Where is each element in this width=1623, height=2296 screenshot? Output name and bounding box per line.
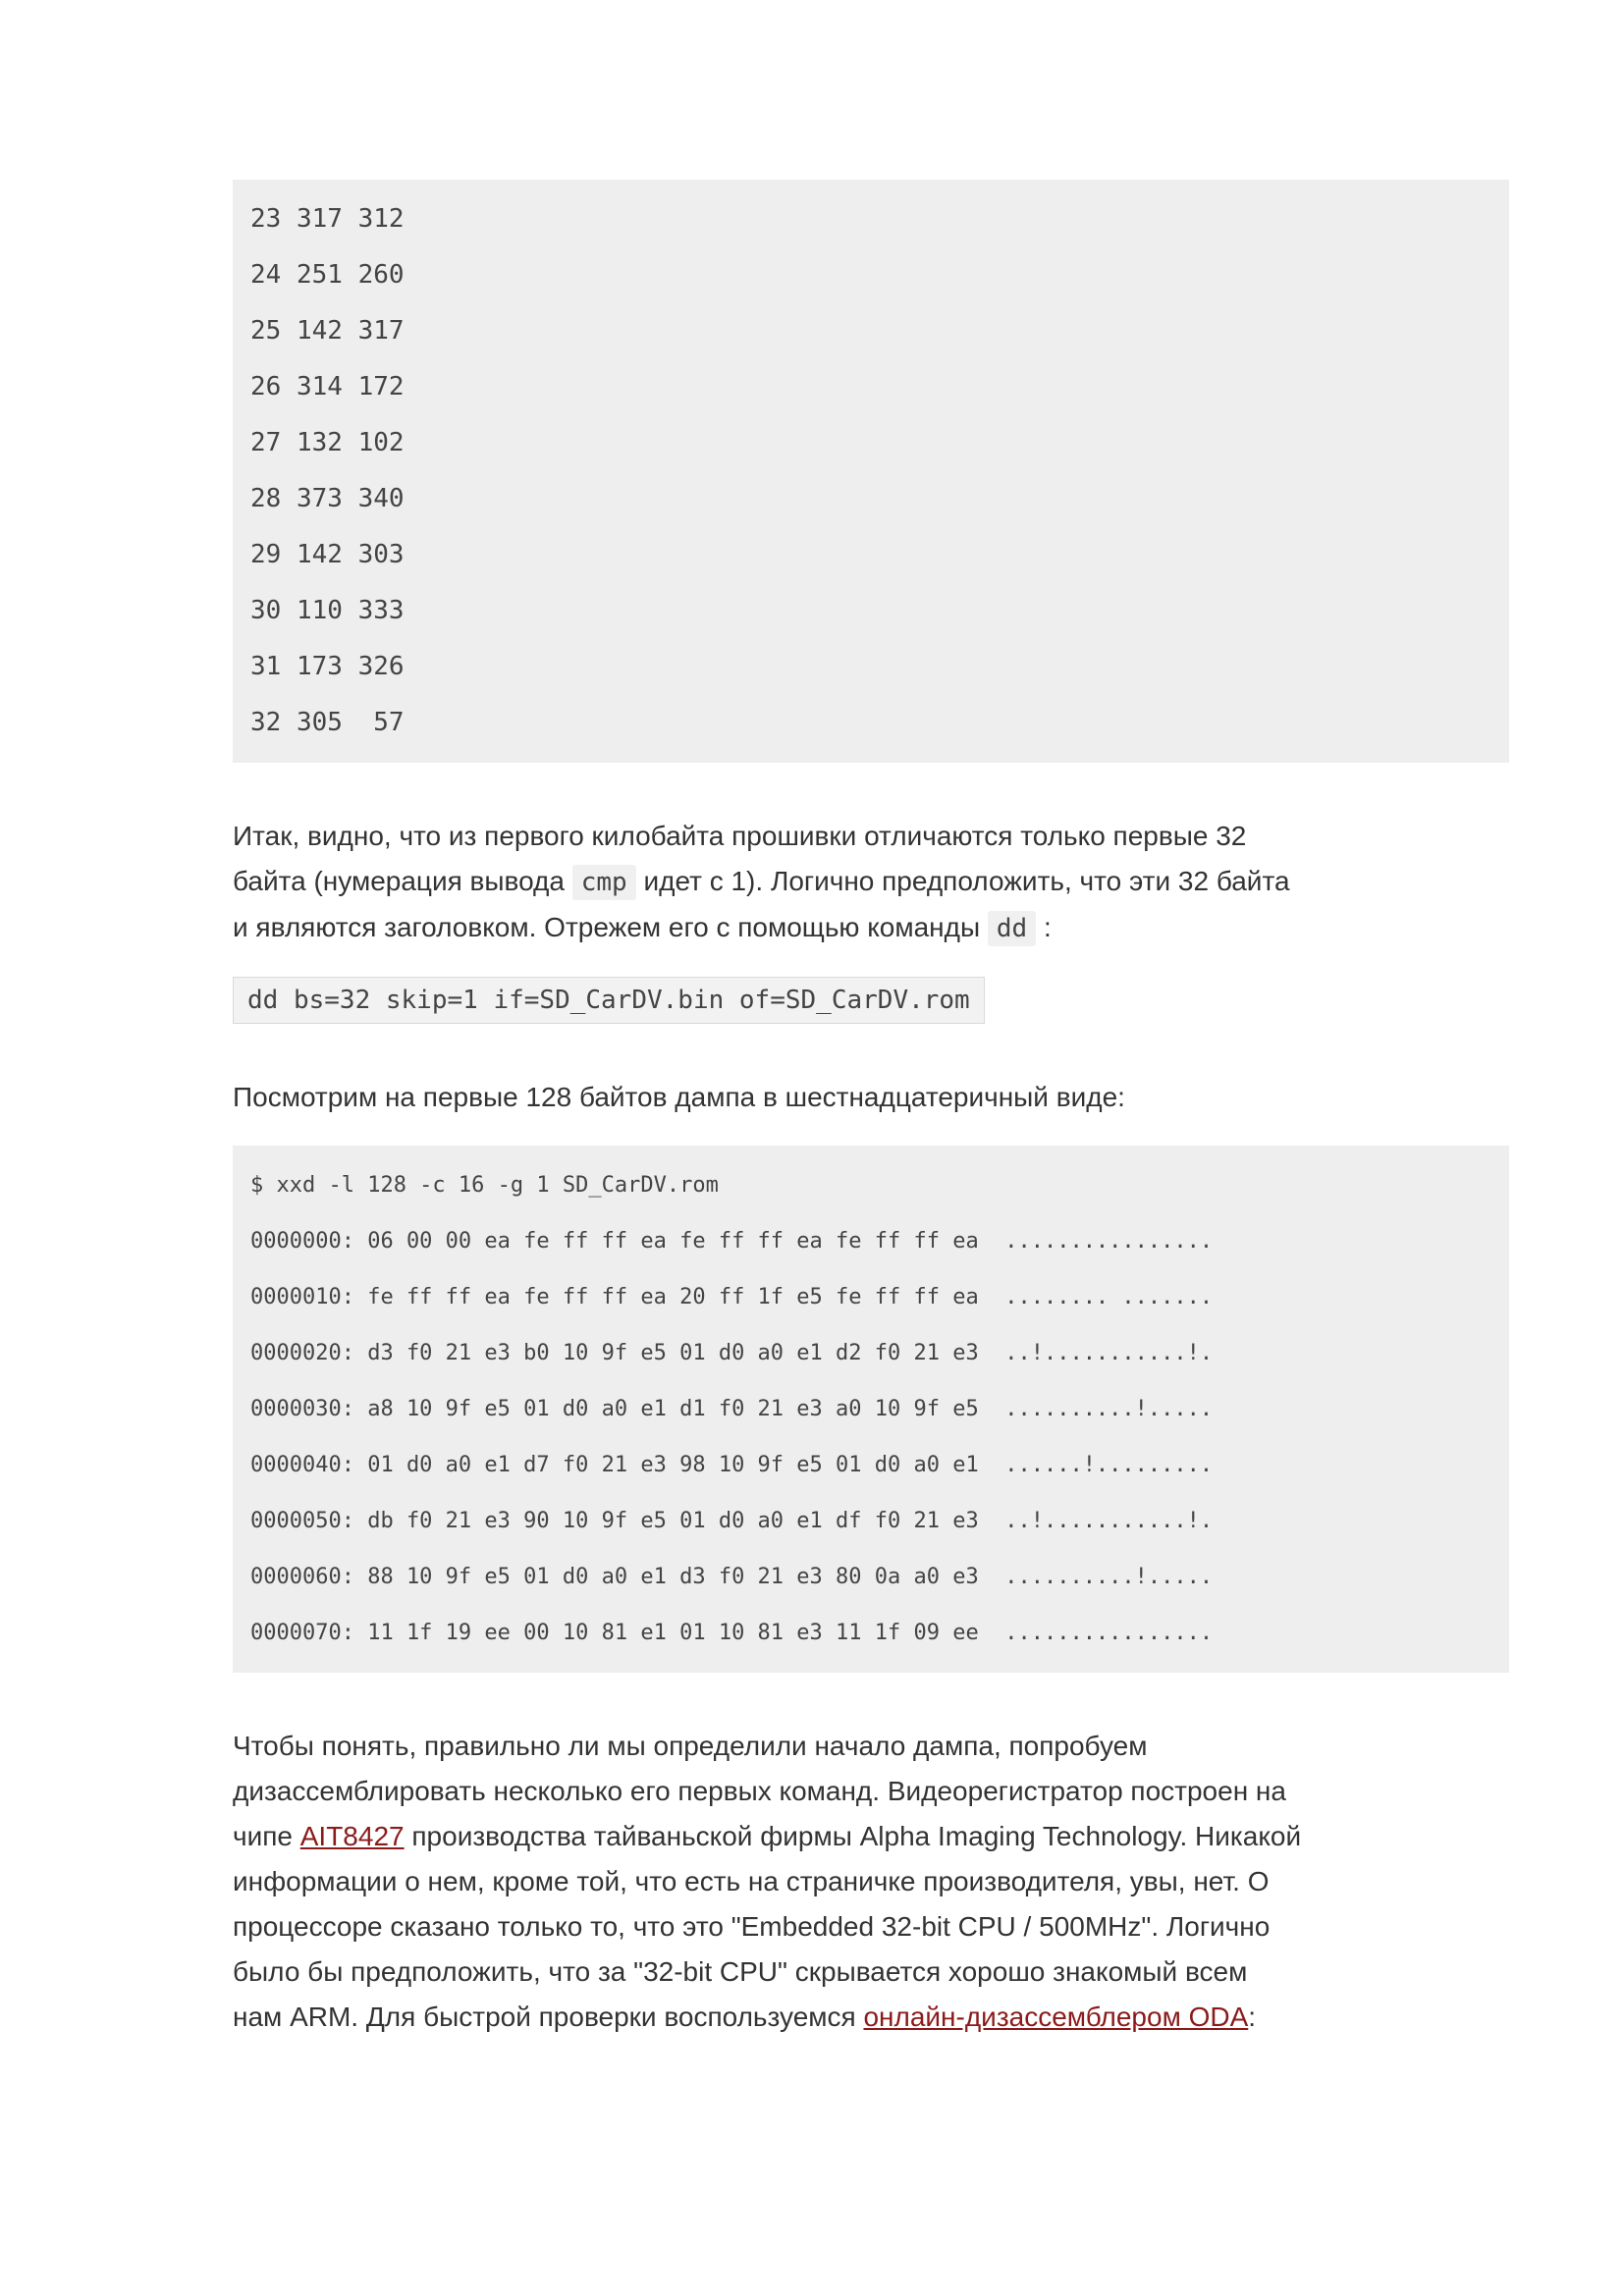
code-line: 32 305 57	[250, 708, 405, 737]
code-line: 30 110 333	[250, 596, 405, 625]
text-line	[233, 1814, 1509, 1859]
code-line: $ xxd -l 128 -c 16 -g 1 SD_CarDV.rom	[250, 1173, 719, 1198]
paragraph-disassembly	[233, 1724, 1509, 2040]
text-segment: Чтобы понять, правильно ли мы определили начало дампа, попробуем	[233, 1731, 1148, 1761]
text-segment: байта (нумерация вывода	[233, 866, 572, 896]
text-line	[233, 859, 1509, 905]
text-segment: идет с 1). Логично предположить, что эти 32 байта	[635, 866, 1290, 896]
article-content	[233, 180, 1509, 2040]
code-line: 0000020: d3 f0 21 e3 b0 10 9f e5 01 d0 a0 e1 d2 f0 21 e3 ..!...........!.	[250, 1341, 1214, 1365]
text-segment: процессоре сказано только то, что это "Embedded 32-bit CPU / 500MHz". Логично	[233, 1911, 1271, 1942]
code-line: 26 314 172	[250, 372, 405, 401]
paragraph-hex-intro	[233, 1075, 1509, 1120]
hyperlink[interactable]: AIT8427	[299, 1821, 405, 1851]
paragraph-header-explanation	[233, 814, 1509, 951]
dd-command-box: dd bs=32 skip=1 if=SD_CarDV.bin of=SD_CarDV.rom	[233, 977, 985, 1024]
code-line: 0000000: 06 00 00 ea fe ff ff ea fe ff ff ea fe ff ff ea ................	[250, 1229, 1214, 1254]
code-line: 0000050: db f0 21 e3 90 10 9f e5 01 d0 a0 e1 df f0 21 e3 ..!...........!.	[250, 1509, 1214, 1533]
text-line	[233, 1769, 1509, 1814]
text-segment: дизассемблировать несколько его первых команд. Видеорегистратор построен на	[233, 1776, 1286, 1806]
code-line: 29 142 303	[250, 540, 405, 569]
code-line: 0000010: fe ff ff ea fe ff ff ea 20 ff 1f e5 fe ff ff ea ........ .......	[250, 1285, 1214, 1309]
text-segment: :	[1248, 2002, 1257, 2032]
text-line	[233, 1949, 1509, 1995]
text-segment: нам ARM. Для быстрой проверки воспользуемся	[233, 2002, 864, 2032]
code-line: 27 132 102	[250, 428, 405, 457]
text-segment: :	[1036, 912, 1052, 942]
text-line	[233, 814, 1509, 859]
code-line: 24 251 260	[250, 260, 405, 290]
xxd-dump-block	[233, 1146, 1509, 1673]
text-segment: производства тайваньской фирмы Alpha Imaging Technology. Никакой	[404, 1821, 1302, 1851]
code-line: 0000070: 11 1f 19 ee 00 10 81 e1 01 10 81 e3 11 1f 09 ee ................	[250, 1621, 1214, 1645]
codebox-row	[233, 951, 1509, 1024]
text-line	[233, 1995, 1509, 2040]
code-line: 0000060: 88 10 9f e5 01 d0 a0 e1 d3 f0 21 e3 80 0a a0 e3 ..........!.....	[250, 1565, 1214, 1589]
code-line: 23 317 312	[250, 204, 405, 234]
text-line	[233, 1859, 1509, 1904]
code-line: 28 373 340	[250, 484, 405, 513]
inline-code: dd	[988, 911, 1036, 946]
code-line: 31 173 326	[250, 652, 405, 681]
inline-code: cmp	[572, 865, 636, 900]
text-segment: и являются заголовком. Отрежем его с помощью команды	[233, 912, 988, 942]
code-line: 0000040: 01 d0 a0 e1 d7 f0 21 e3 98 10 9f e5 01 d0 a0 e1 ......!.........	[250, 1453, 1214, 1477]
code-line: 25 142 317	[250, 316, 405, 346]
hyperlink[interactable]: онлайн-дизассемблером ODA	[863, 2002, 1249, 2032]
text-segment: чипе	[233, 1821, 300, 1851]
text-segment: Итак, видно, что из первого килобайта прошивки отличаются только первые 32	[233, 821, 1247, 851]
cmp-output-block	[233, 180, 1509, 763]
text-segment: Посмотрим на первые 128 байтов дампа в шестнадцатеричный виде:	[233, 1082, 1125, 1112]
text-line	[233, 1904, 1509, 1949]
text-line	[233, 905, 1509, 951]
text-segment: было бы предположить, что за "32-bit CPU" скрывается хорошо знакомый всем	[233, 1956, 1248, 1987]
code-line: 0000030: a8 10 9f e5 01 d0 a0 e1 d1 f0 21 e3 a0 10 9f e5 ..........!.....	[250, 1397, 1214, 1421]
text-line	[233, 1075, 1509, 1120]
text-line	[233, 1724, 1509, 1769]
text-segment: информации о нем, кроме той, что есть на страничке производителя, увы, нет. О	[233, 1866, 1270, 1896]
